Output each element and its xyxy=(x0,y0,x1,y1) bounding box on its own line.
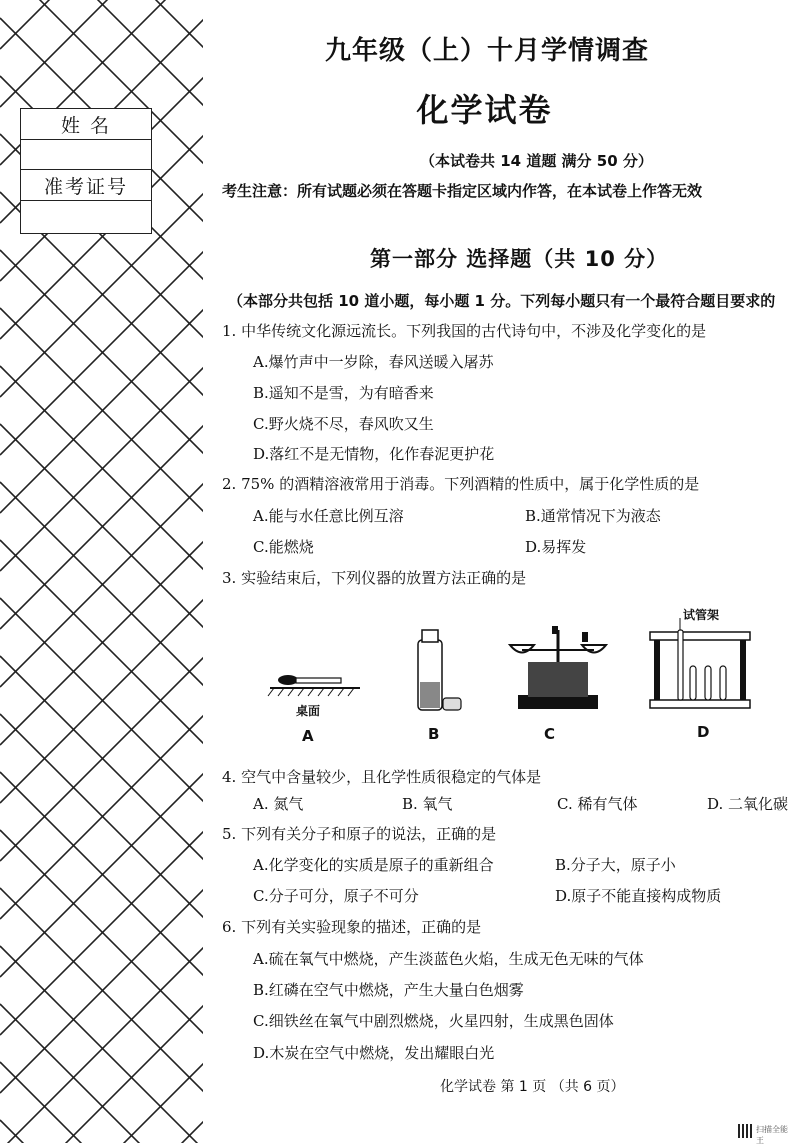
dropper-on-desk-illustration xyxy=(268,675,360,696)
question-6-stem: 6. 下列有关实验现象的描述，正确的是 xyxy=(222,918,482,936)
q4-option-c: C. 稀有气体 xyxy=(557,795,638,813)
q1-option-c: C.野火烧不尽，春风吹又生 xyxy=(253,415,434,433)
page-footer: 化学试卷 第 1 页 （共 6 页） xyxy=(440,1079,625,1095)
name-label: 姓 名 xyxy=(21,109,151,140)
q2-option-a: A.能与水任意比例互溶 xyxy=(253,507,404,525)
subject-title: 化学试卷 xyxy=(416,91,553,129)
q1-option-a: A.爆竹声中一岁除，春风送暖入屠苏 xyxy=(253,353,494,371)
q2-option-b: B.通常情况下为液态 xyxy=(525,507,661,525)
q6-option-d: D.木炭在空气中燃烧，发出耀眼白光 xyxy=(253,1044,495,1062)
q5-option-a: A.化学变化的实质是原子的重新组合 xyxy=(253,856,494,874)
exam-notice: 考生注意：所有试题必须在答题卡指定区域内作答，在本试卷上作答无效 xyxy=(222,182,703,200)
figure-label-a: A xyxy=(302,727,314,745)
reagent-bottle-illustration xyxy=(418,630,461,710)
q1-option-d: D.落红不是无情物，化作春泥更护花 xyxy=(253,445,495,463)
section-title: 第一部分 选择题（共 10 分） xyxy=(370,247,669,271)
q4-option-d: D. 二氧化碳 xyxy=(707,795,789,813)
scanner-watermark: 扫描全能王 xyxy=(756,1125,788,1145)
figure-label-d: D xyxy=(697,723,710,741)
q5-option-c: C.分子可分，原子不可分 xyxy=(253,887,419,905)
rack-label: 试管架 xyxy=(683,608,720,622)
question-4-stem: 4. 空气中含量较少，且化学性质很稳定的气体是 xyxy=(222,768,542,786)
q2-option-c: C.能燃烧 xyxy=(253,538,314,556)
q4-option-b: B. 氧气 xyxy=(402,795,453,813)
question-3-stem: 3. 实验结束后，下列仪器的放置方法正确的是 xyxy=(222,569,527,587)
balance-illustration xyxy=(510,626,606,709)
figure-label-c: C xyxy=(544,725,556,743)
question-5-stem: 5. 下列有关分子和原子的说法，正确的是 xyxy=(222,825,497,843)
exam-meta: （本试卷共 14 道题 满分 50 分） xyxy=(420,152,653,170)
desk-label: 桌面 xyxy=(296,704,321,718)
q2-option-d: D.易挥发 xyxy=(525,538,587,556)
qr-code-icon xyxy=(738,1124,752,1138)
q6-option-c: C.细铁丝在氧气中剧烈燃烧，火星四射，生成黑色固体 xyxy=(253,1012,614,1030)
q5-option-d: D.原子不能直接构成物质 xyxy=(555,887,722,905)
exam-id-field[interactable] xyxy=(21,201,151,230)
figure-label-b: B xyxy=(428,725,440,743)
question-2-stem: 2. 75% 的酒精溶液常用于消毒。下列酒精的性质中，属于化学性质的是 xyxy=(222,475,700,493)
question-1-stem: 1. 中华传统文化源远流长。下列我国的古代诗句中，不涉及化学变化的是 xyxy=(222,322,707,340)
name-field[interactable] xyxy=(21,140,151,170)
q6-option-a: A.硫在氧气中燃烧，产生淡蓝色火焰，生成无色无味的气体 xyxy=(253,950,644,968)
exam-id-label: 准考证号 xyxy=(21,170,151,201)
exam-title: 九年级（上）十月学情调查 xyxy=(324,36,649,66)
q6-option-b: B.红磷在空气中燃烧，产生大量白色烟雾 xyxy=(253,981,524,999)
binding-margin xyxy=(0,0,205,1143)
q5-option-b: B.分子大，原子小 xyxy=(555,856,676,874)
test-tube-rack-illustration xyxy=(650,618,750,708)
q4-option-a: A. 氮气 xyxy=(253,795,304,813)
q1-option-b: B.遥知不是雪，为有暗香来 xyxy=(253,384,434,402)
section-intro: （本部分共包括 10 道小题，每小题 1 分。下列每小题只有一个最符合题目要求的 xyxy=(228,292,776,310)
